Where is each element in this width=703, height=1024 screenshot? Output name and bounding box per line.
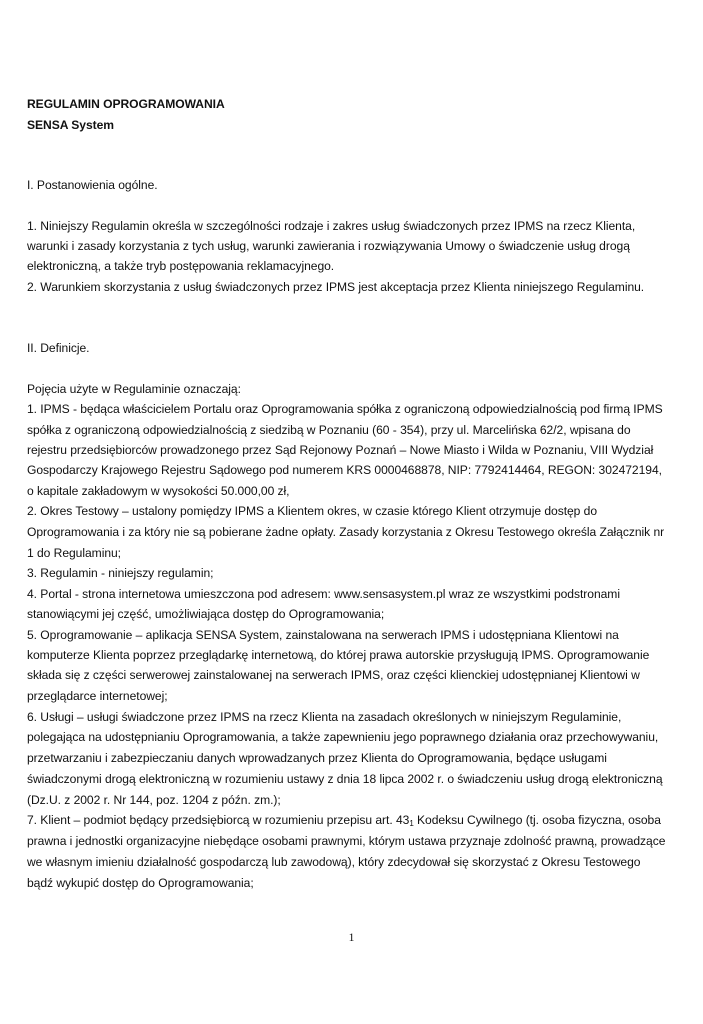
paragraph-line: 4. Portal - strona internetowa umieszczona pod adresem: www.sensasystem.pl wraz ze wszystkimi podstronami — [27, 587, 620, 601]
paragraph-line: we własnym imieniu działalność gospodarczą lub zawodową), który zdecydował się skorzystać z Okresu Testowego — [27, 855, 641, 869]
paragraph-line: prawna i jednostki organizacyjne niebędące osobami prawnymi, którym ustawa przyznaje zdolność prawną, prowadzące — [27, 834, 666, 848]
page-number: 1 — [348, 930, 355, 944]
section-heading-general: I. Postanowienia ogólne. — [27, 178, 158, 192]
paragraph-line: komputerze Klienta poprzez przeglądarkę internetową, do której prawa autorskie przysługują IPMS. Oprogramowanie — [27, 648, 650, 662]
paragraph-line: warunki i zasady korzystania z tych usług, warunki zawierania i rozwiązywania Umowy o świadczenie usług drogą — [27, 239, 630, 253]
paragraph-line: (Dz.U. z 2002 r. Nr 144, poz. 1204 z późn. zm.); — [27, 793, 281, 807]
paragraph-text: Kodeksu Cywilnego (tj. osoba fizyczna, osoba — [413, 813, 661, 827]
paragraph-line: 1. IPMS - będąca właścicielem Portalu oraz Oprogramowania spółka z ograniczoną odpowiedzialnością pod firmą IPMS — [27, 402, 663, 416]
document-subtitle: SENSA System — [27, 118, 115, 132]
paragraph-text: 7. Klient – podmiot będący przedsiębiorcą w rozumieniu przepisu art. 43 — [27, 813, 410, 827]
paragraph-line: przeglądarce internetowej; — [27, 689, 168, 703]
paragraph-line: 1. Niniejszy Regulamin określa w szczególności rodzaje i zakres usług świadczonych przez IPMS na rzecz Klienta, — [27, 219, 636, 233]
paragraph-line: 2. Okres Testowy – ustalony pomiędzy IPMS a Klientem okres, w czasie którego Klient otrzymuje dostęp do — [27, 504, 598, 518]
section-heading-definitions: II. Definicje. — [27, 341, 90, 355]
subscript-number: 1 — [409, 819, 414, 828]
paragraph-line: przetwarzaniu i zabezpieczaniu danych wprowadzanych przez Klienta do Oprogramowania, będące usługami — [27, 751, 607, 765]
paragraph-line: elektroniczną, a także tryb postępowania reklamacyjnego. — [27, 259, 335, 273]
paragraph-line: o kapitale zakładowym w wysokości 50.000,00 zł, — [27, 484, 290, 498]
paragraph-line: składa się z części serwerowej zainstalowanej na serwerach IPMS, oraz części klienckiej udostępnianej Klientowi w — [27, 668, 640, 682]
document-title: REGULAMIN OPROGRAMOWANIA — [27, 97, 225, 111]
paragraph-line: rejestru przedsiębiorców prowadzonego przez Sąd Rejonowy Poznań – Nowe Miasto i Wilda w Poznaniu, VIII Wydział — [27, 443, 654, 457]
paragraph-line: 6. Usługi – usługi świadczone przez IPMS na rzecz Klienta na zasadach określonych w niniejszym Regulaminie, — [27, 710, 622, 724]
paragraph-line: polegająca na udostępnianiu Oprogramowania, a także zapewnieniu jego poprawnego działania oraz przechowywaniu, — [27, 730, 659, 744]
paragraph-line — [27, 813, 661, 831]
paragraph-line: spółka z ograniczoną odpowiedzialnością z siedzibą w Poznaniu (60 - 354), przy ul. Marcelińska 62/2, wpisana do — [27, 423, 631, 437]
paragraph-line: stanowiącymi jej część, umożliwiająca dostęp do Oprogramowania; — [27, 607, 385, 621]
paragraph-line: Pojęcia użyte w Regulaminie oznaczają: — [27, 382, 241, 396]
paragraph-line: bądź wykupić dostęp do Oprogramowania; — [27, 876, 254, 890]
paragraph-line: 2. Warunkiem skorzystania z usług świadczonych przez IPMS jest akceptacja przez Klienta niniejszego Regulaminu. — [27, 280, 645, 294]
paragraph-line: 3. Regulamin - niniejszy regulamin; — [27, 566, 214, 580]
paragraph-line: Oprogramowania i za który nie są pobierane żadne opłaty. Zasady korzystania z Okresu Testowego określa Załącznik nr — [27, 525, 665, 539]
paragraph-line: 5. Oprogramowanie – aplikacja SENSA System, zainstalowana na serwerach IPMS i udostępniana Klientowi na — [27, 628, 619, 642]
paragraph-line: Gospodarczy Krajowego Rejestru Sądowego pod numerem KRS 0000468878, NIP: 7792414464, REGON: 302472194, — [27, 463, 662, 477]
paragraph-line: 1 do Regulaminu; — [27, 546, 121, 560]
paragraph-line: świadczonymi drogą elektroniczną w rozumieniu ustawy z dnia 18 lipca 2002 r. o świadczeniu usług drogą elektroniczną — [27, 772, 663, 786]
